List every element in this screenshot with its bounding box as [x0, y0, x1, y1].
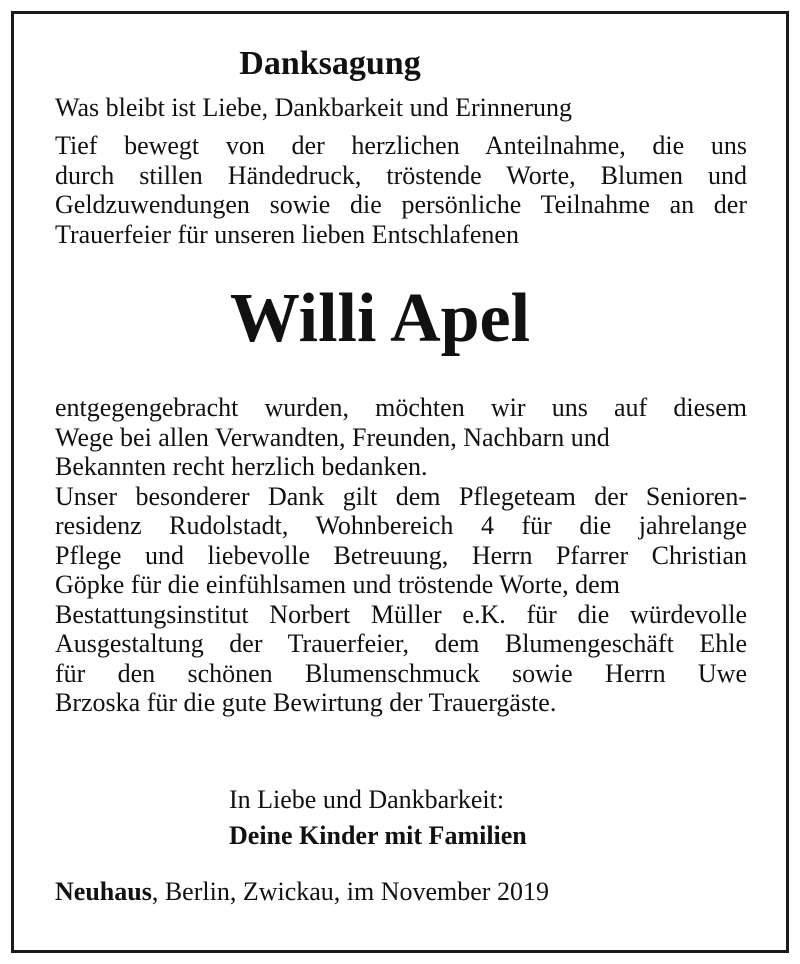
thanks-line: Pflege und liebevolle Betreuung, Herrn Pfarrer Christian	[55, 540, 747, 570]
intro-paragraph	[55, 131, 747, 249]
notice-heading: Danksagung	[239, 45, 421, 82]
place-rest: , Berlin, Zwickau, im November 2019	[151, 877, 549, 906]
thanks-line: Bekannten recht herzlich bedanken.	[55, 452, 428, 481]
intro-line: Tief bewegt von der herzlichen Anteilnahme, die uns	[55, 131, 747, 160]
thanks-line: Wege bei allen Verwandten, Freunden, Nachbarn und	[55, 422, 610, 452]
place-date-line	[55, 876, 549, 908]
thanks-line: entgegengebracht wurden, möchten wir uns auf diesem	[55, 393, 747, 422]
intro-line: Trauerfeier für unseren lieben Entschlafenen	[55, 219, 519, 249]
closing-line: In Liebe und Dankbarkeit:	[229, 785, 505, 814]
thanks-line: Unser besonderer Dank gilt dem Pflegeteam der Senioren-	[55, 481, 747, 511]
intro-line: durch stillen Händedruck, tröstende Worte, Blumen und	[55, 160, 747, 190]
thanks-line: Göpke für die einfühlsamen und tröstende Worte, dem	[55, 570, 620, 599]
intro-line: Geldzuwendungen sowie die persönliche Teilnahme an der	[55, 190, 747, 219]
thanks-line: residenz Rudolstadt, Wohnbereich 4 für die jahrelange	[55, 511, 747, 540]
thanks-line: für den schönen Blumenschmuck sowie Herrn Uwe	[55, 658, 747, 688]
signature: Deine Kinder mit Familien	[229, 821, 527, 850]
deceased-name: Willi Apel	[229, 280, 531, 357]
thanks-line: Brzoska für die gute Bewirtung der Trauergäste.	[55, 688, 557, 717]
notice-motto: Was bleibt ist Liebe, Dankbarkeit und Erinnerung	[55, 93, 573, 122]
thanks-line: Ausgestaltung der Trauerfeier, dem Blumengeschäft Ehle	[55, 629, 747, 658]
thanks-paragraph	[55, 393, 747, 718]
place-primary: Neuhaus	[55, 877, 152, 906]
thanks-line: Bestattungsinstitut Norbert Müller e.K. für die würdevolle	[55, 599, 747, 629]
